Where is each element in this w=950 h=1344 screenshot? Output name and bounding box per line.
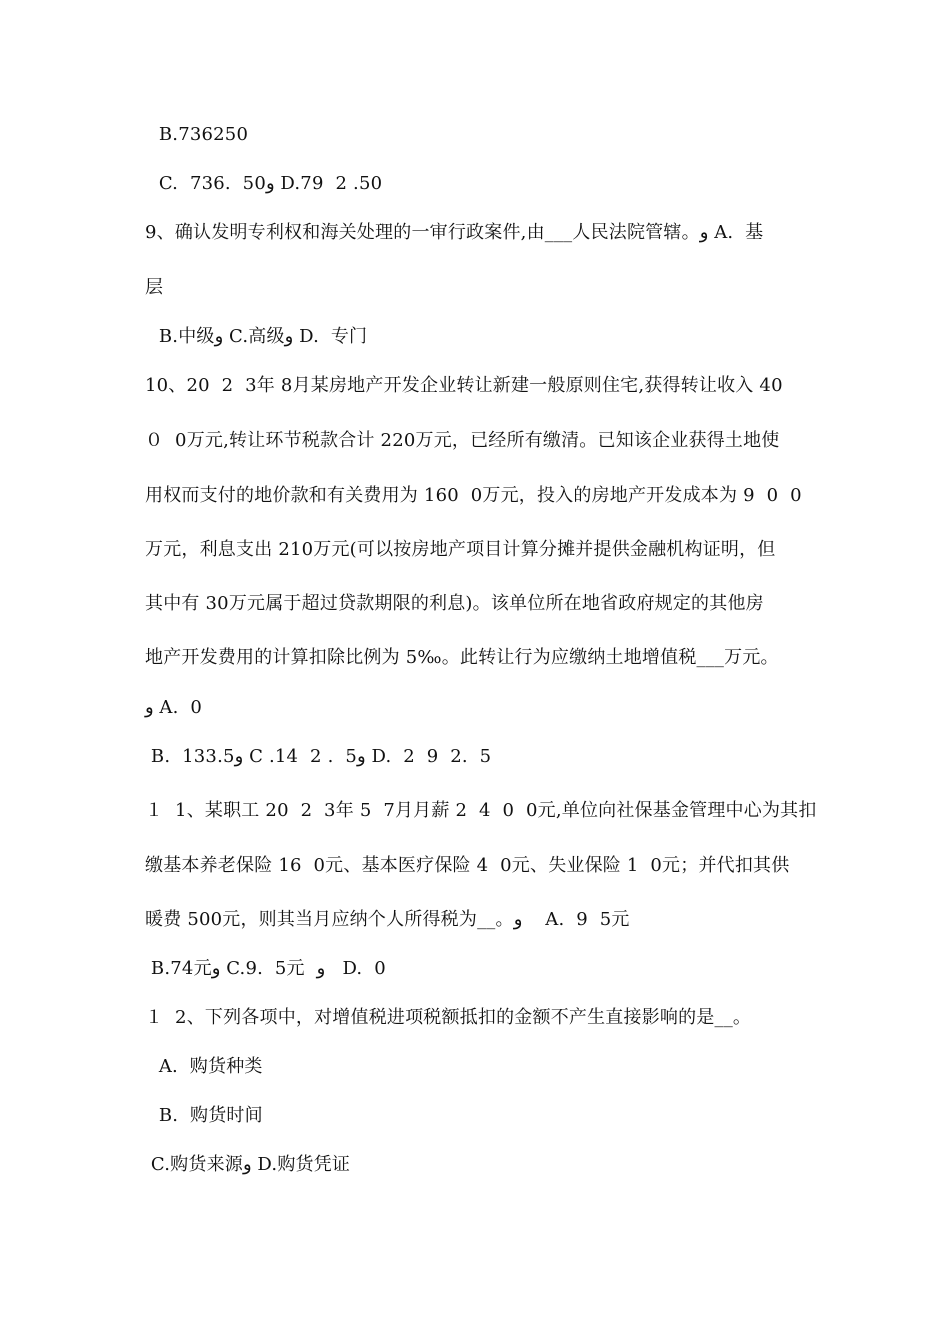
text-line: 其中有 30万元属于超过贷款期限的利息)。该单位所在地省政府规定的其他房 <box>145 593 764 614</box>
text-line: 层 <box>145 277 164 298</box>
text-line: C.购货来源و D.购货凭证 <box>145 1154 351 1175</box>
text-line: 万元，利息支出 210万元(可以按房地产项目计算分摊并提供金融机构证明，但 <box>145 539 776 560</box>
text-line: 暖费 500元，则其当月应纳个人所得税为__。و A. 9 5元 <box>145 909 630 930</box>
text-line: A. 购货种类 <box>147 1056 263 1077</box>
question-10-line: 10、20 2 3年 8月某房地产开发企业转让新建一般原则住宅,获得转让收入 40 <box>145 375 783 396</box>
text-line: ０ 0万元,转让环节税款合计 220万元，已经所有缴清。已知该企业获得土地使 <box>145 430 780 451</box>
text-line: B.736250 <box>147 124 249 145</box>
text-line: B.中级و C.高级و D. 专门 <box>147 326 368 347</box>
text-line: 用权而支付的地价款和有关费用为 160 0万元，投入的房地产开发成本为 9 0 0 <box>145 485 802 506</box>
text-line: B.74元و C.9. 5元 و D. 0 <box>145 958 386 979</box>
question-11-line: １ 1、某职工 20 2 3年 5 7月月薪 2 4 0 0元,单位向社保基金管理中心为其扣 <box>145 800 817 821</box>
text-line: C. 736. 50و D.79 2 .50 <box>147 173 383 194</box>
text-line: 缴基本养老保险 16 0元、基本医疗保险 4 0元、失业保险 1 0元；并代扣其供 <box>145 855 790 876</box>
text-line: B. 购货时间 <box>147 1105 263 1126</box>
question-12-line: １ 2、下列各项中，对增值税进项税额抵扣的金额不产生直接影响的是__。 <box>145 1007 752 1028</box>
text-line: و A. 0 <box>145 697 203 718</box>
text-line: 地产开发费用的计算扣除比例为 5‰。此转让行为应缴纳土地增值税___万元。 <box>145 647 779 668</box>
question-9-line: 9、确认发明专利权和海关处理的一审行政案件,由___人民法院管辖。و A. 基 <box>145 222 764 243</box>
text-line: B. 133.5و C .14 2 . 5و D. 2 9 2. 5 <box>145 746 492 767</box>
